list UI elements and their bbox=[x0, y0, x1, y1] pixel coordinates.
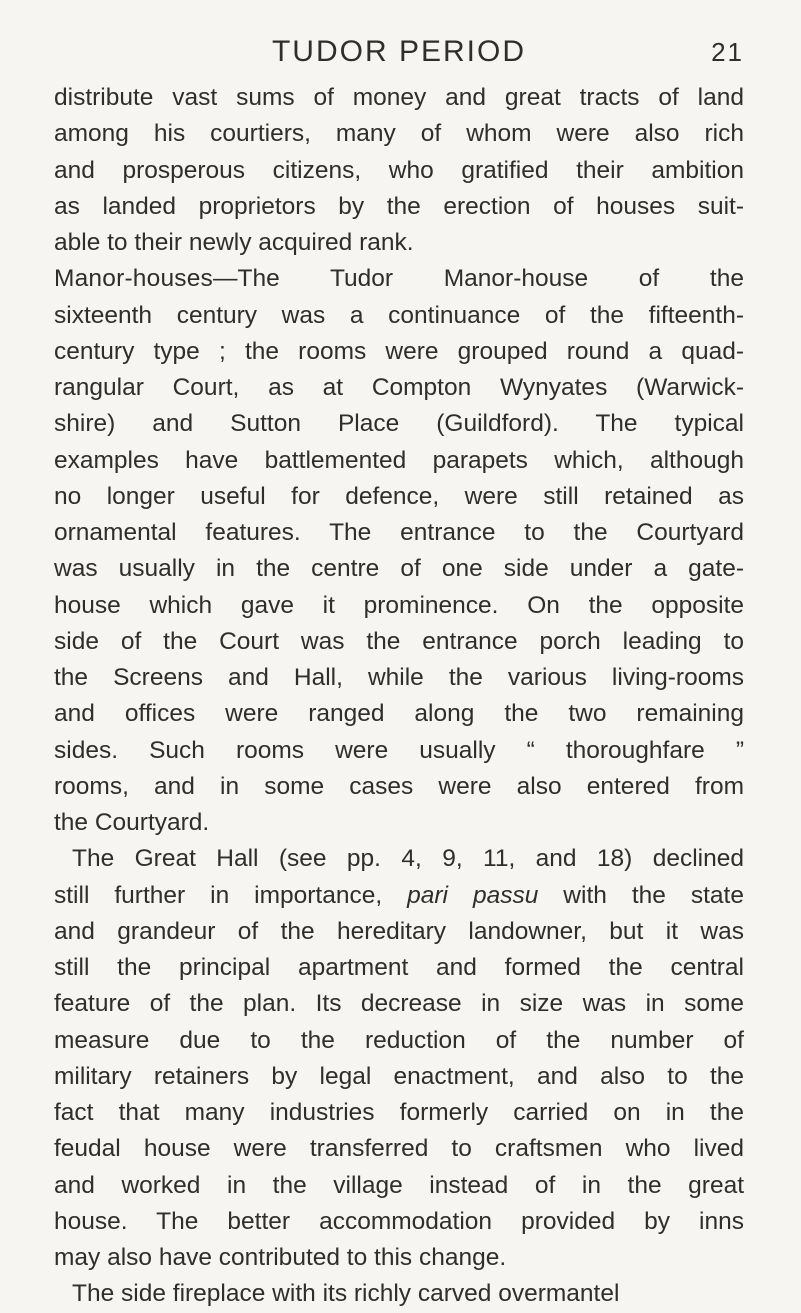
text-line: no longer useful for defence, were still retained as bbox=[54, 482, 744, 510]
text-line: examples have battlemented parapets which, although bbox=[54, 446, 744, 474]
text-line: The Great Hall (see pp. 4, 9, 11, and 18) declined bbox=[72, 845, 744, 873]
text-line: feudal house were transferred to craftsmen who lived bbox=[54, 1135, 744, 1163]
page-number: 21 bbox=[711, 37, 744, 67]
text-line: fact that many industries formerly carried on in the bbox=[54, 1099, 744, 1126]
text-line: rooms, and in some cases were also entered from bbox=[54, 772, 744, 800]
text-line: century type ; the rooms were grouped round a quad- bbox=[54, 337, 744, 365]
section-heading-manor-houses: Manor-houses bbox=[54, 265, 214, 293]
text-line: sides. Such rooms were usually “ thoroughfare ” bbox=[54, 736, 744, 764]
text-line: sixteenth century was a continuance of the fifteenth- bbox=[54, 301, 744, 329]
text-line: able to their newly acquired rank. bbox=[54, 229, 414, 256]
text-line: distribute vast sums of money and great tracts of land bbox=[54, 84, 744, 111]
running-head bbox=[54, 32, 744, 72]
text-line: the Courtyard. bbox=[54, 809, 210, 836]
text-line: feature of the plan. Its decrease in size was in some bbox=[54, 990, 744, 1018]
text-line: house which gave it prominence. On the opposite bbox=[54, 591, 744, 619]
text-line: rangular Court, as at Compton Wynyates (Warwick- bbox=[54, 374, 744, 401]
text-line-with-italic bbox=[54, 878, 744, 914]
italic-phrase: pari passu bbox=[407, 881, 539, 909]
text-line: military retainers by legal enactment, and also to the bbox=[54, 1062, 744, 1090]
text-line: house. The better accommodation provided by inns bbox=[54, 1207, 744, 1235]
text-line: The side fireplace with its richly carved overmantel bbox=[72, 1280, 620, 1308]
text-line: the Screens and Hall, while the various living-rooms bbox=[54, 664, 744, 691]
text-line: and offices were ranged along the two remaining bbox=[54, 700, 744, 728]
text-line: among his courtiers, many of whom were also rich bbox=[54, 120, 744, 148]
text-fragment: —The Tudor Manor-house of the bbox=[213, 265, 744, 293]
text-line: may also have contributed to this change. bbox=[54, 1244, 507, 1271]
text-fragment: with the state bbox=[538, 881, 744, 909]
running-title: TUDOR PERIOD bbox=[271, 35, 526, 68]
text-line: ornamental features. The entrance to the Courtyard bbox=[54, 519, 744, 546]
text-line: side of the Court was the entrance porch leading to bbox=[54, 627, 744, 655]
text-line: still the principal apartment and formed the central bbox=[54, 954, 744, 981]
text-line: as landed proprietors by the erection of houses suit- bbox=[54, 192, 744, 220]
body-text bbox=[54, 80, 744, 1313]
text-fragment: still further in importance, bbox=[54, 881, 383, 909]
text-line: and prosperous citizens, who gratified their ambition bbox=[54, 156, 744, 184]
text-line: shire) and Sutton Place (Guildford). The typical bbox=[54, 410, 744, 438]
text-line: measure due to the reduction of the number of bbox=[54, 1026, 744, 1054]
text-line: and grandeur of the hereditary landowner, but it was bbox=[54, 917, 744, 945]
text-line-with-heading bbox=[54, 261, 744, 297]
text-line: and worked in the village instead of in the great bbox=[54, 1171, 744, 1199]
text-line: was usually in the centre of one side under a gate- bbox=[54, 555, 744, 583]
